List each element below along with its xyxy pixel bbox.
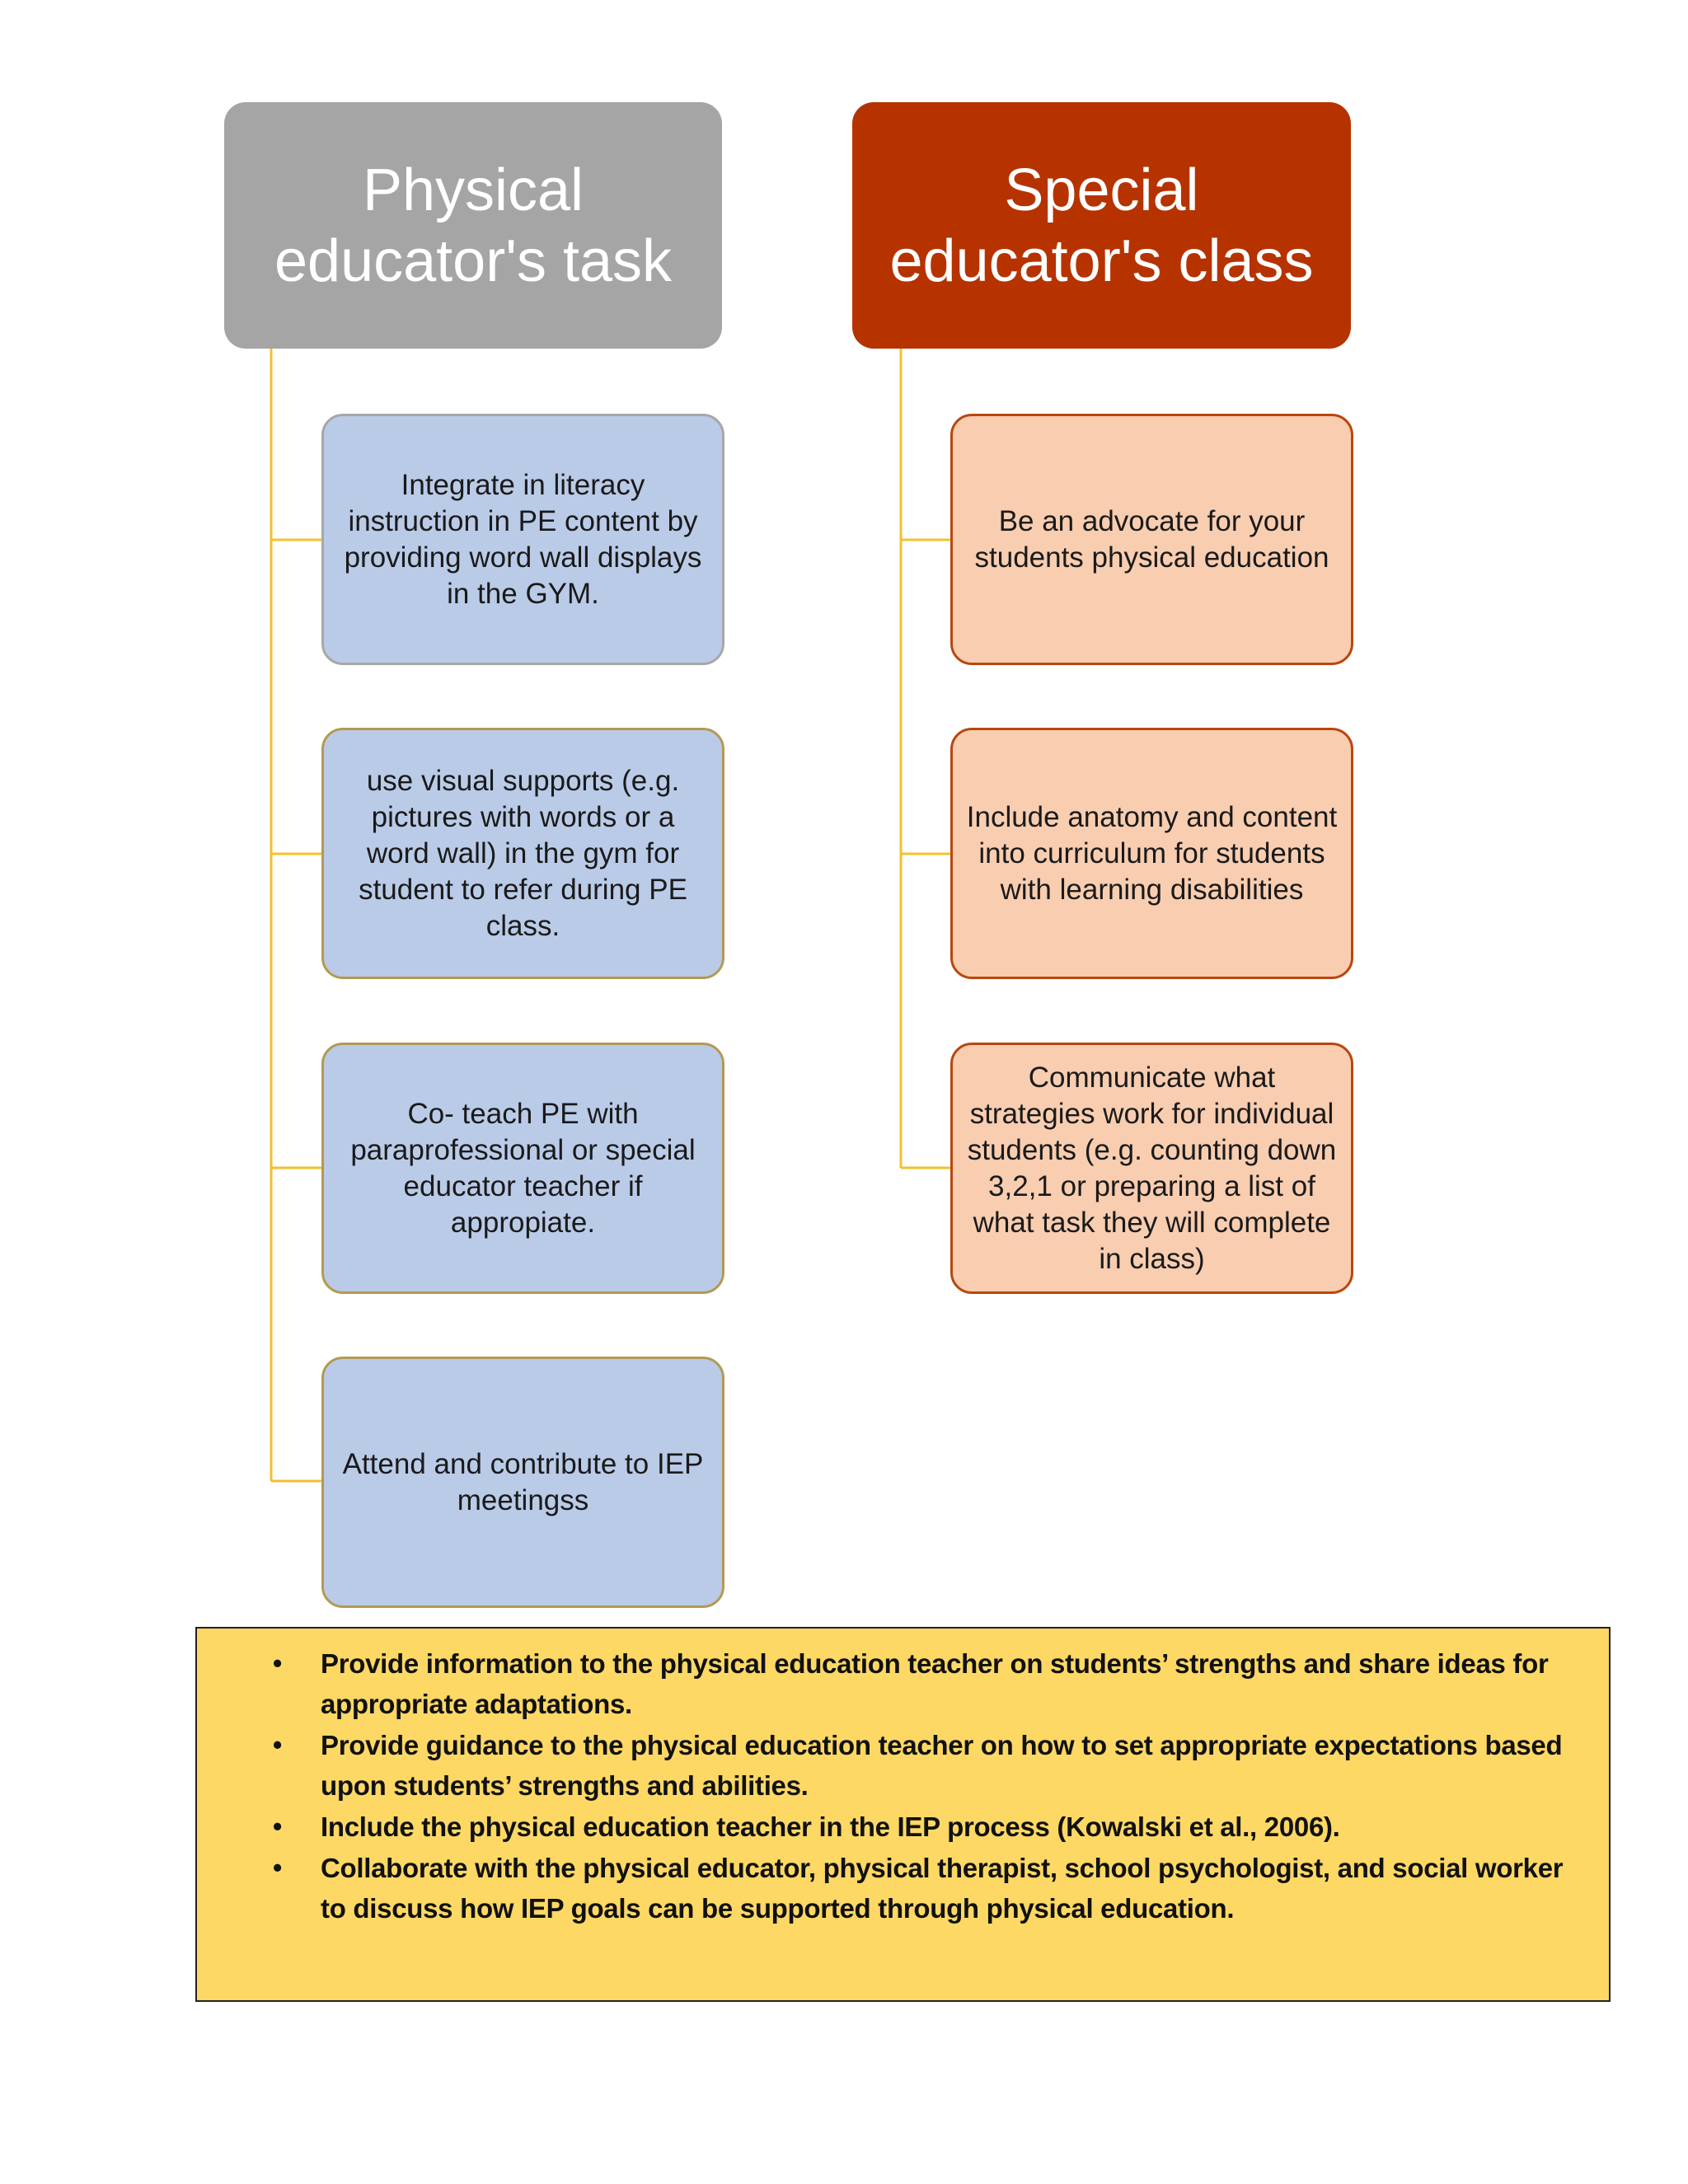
special-educator-item-2: Include anatomy and content into curriculum for students with learning disabilities [950, 728, 1353, 979]
bullet-icon: • [273, 1730, 282, 1760]
note-item [273, 1848, 1576, 1929]
physical-educator-item-2: use visual supports (e.g. pictures with words or a word wall) in the gym for student to refer during PE class. [321, 728, 724, 979]
bullet-icon: • [273, 1648, 282, 1678]
bullet-icon: • [273, 1811, 282, 1841]
note-text: Include the physical education teacher in the IEP process (Kowalski et al., 2006). [321, 1811, 1340, 1842]
note-text: Provide information to the physical education teacher on students’ strengths and share ideas for appropriate adaptations. [321, 1648, 1549, 1719]
physical-educator-item-3: Co- teach PE with paraprofessional or special educator teacher if appropiate. [321, 1043, 724, 1294]
bullet-icon: • [273, 1853, 282, 1882]
physical-educator-item-4: Attend and contribute to IEP meetingss [321, 1357, 724, 1608]
physical-educator-item-1: Integrate in literacy instruction in PE content by providing word wall displays in the GYM. [321, 414, 724, 665]
special-educator-header: Special educator's class [852, 102, 1351, 349]
note-text: Provide guidance to the physical education teacher on how to set appropriate expectations based upon students’ strengths and abilities. [321, 1730, 1563, 1801]
note-item [273, 1643, 1576, 1724]
note-item [273, 1725, 1576, 1806]
notes-box [195, 1627, 1611, 2002]
special-educator-item-3: Communicate what strategies work for individual students (e.g. counting down 3,2,1 or preparing a list of what task they will complete in class) [950, 1043, 1353, 1294]
physical-educator-header: Physical educator's task [224, 102, 722, 349]
note-item [273, 1807, 1576, 1847]
special-educator-item-1: Be an advocate for your students physical education [950, 414, 1353, 665]
note-text: Collaborate with the physical educator, physical therapist, school psychologist, and social worker to discuss how IEP goals can be supported through physical education. [321, 1853, 1564, 1924]
notes-list [263, 1643, 1576, 1929]
